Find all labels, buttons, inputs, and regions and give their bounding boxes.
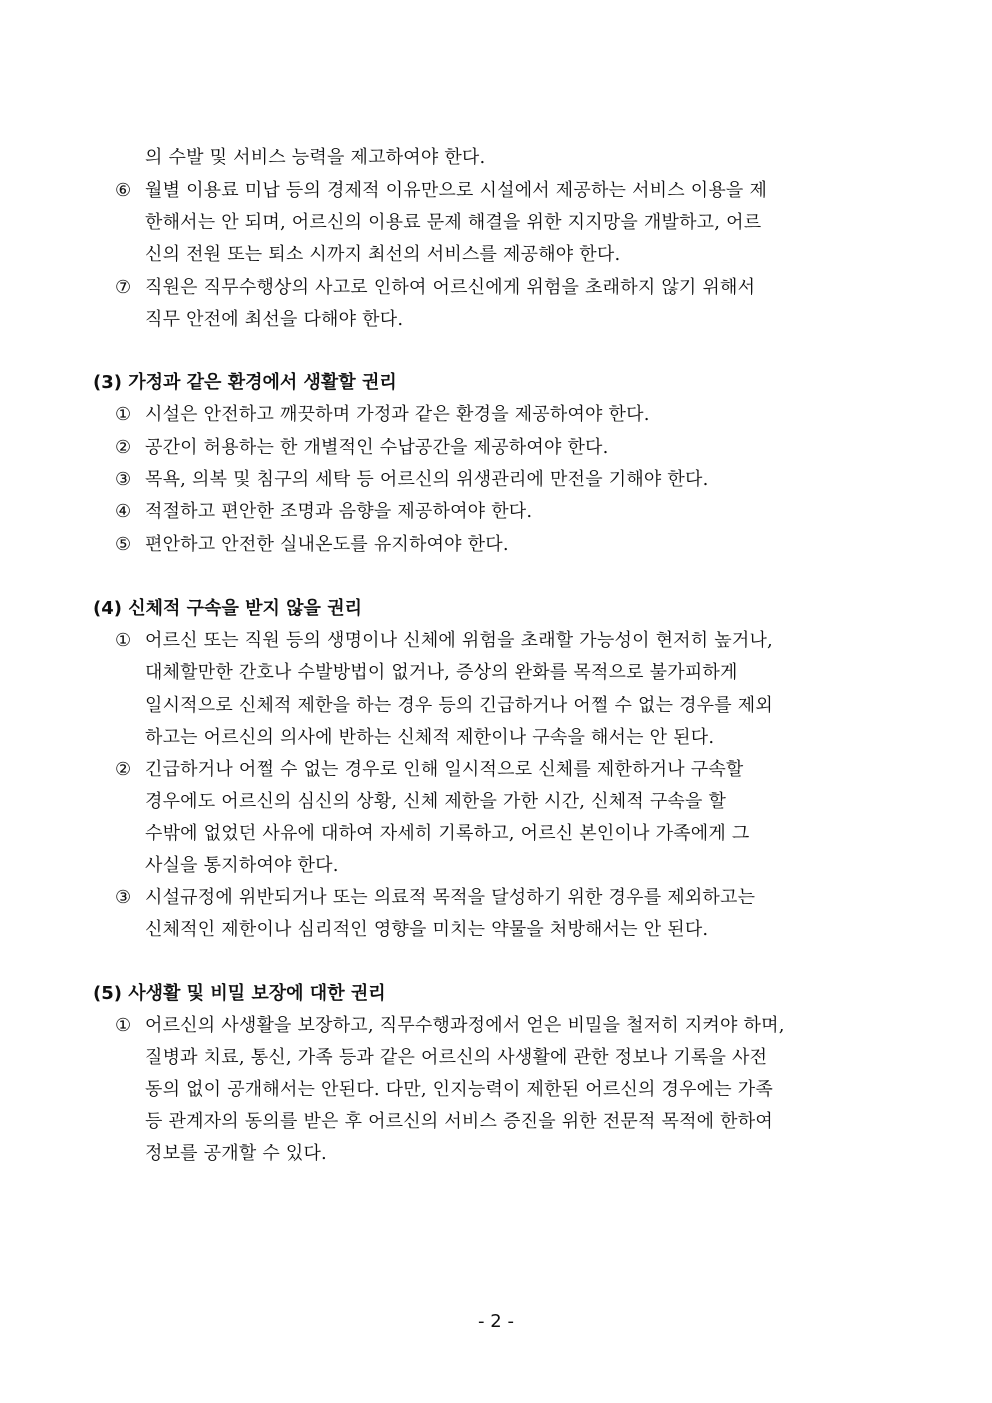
section-3-item-4: ④ 적절하고 편안한 조명과 음향을 제공하여야 한다. [115,501,533,522]
section-3-item-2: ② 공간이 허용하는 한 개별적인 수납공간을 제공하여야 한다. [115,437,609,458]
section-4-item-2-line-4: 사실을 통지하여야 한다. [145,855,339,876]
item-6-line-1: ⑥ 월별 이용료 미납 등의 경제적 이유만으로 시설에서 제공하는 서비스 이용을 제 [115,180,768,201]
section-5-item-1-line-5: 정보를 공개할 수 있다. [145,1143,327,1164]
section-3-item-5: ⑤ 편안하고 안전한 실내온도를 유지하여야 한다. [115,534,509,555]
item-7-line-1: ⑦ 직원은 직무수행상의 사고로 인하여 어르신에게 위험을 초래하지 않기 위해서 [115,277,756,298]
section-5-title: (5) 사생활 및 비밀 보장에 대한 권리 [93,983,386,1004]
item-7-marker: ⑦ [115,277,132,298]
section-4-item-3-line-1: ③ 시설규정에 위반되거나 또는 의료적 목적을 달성하기 위한 경우를 제외하고는 [115,887,756,908]
item-6-line-2: 한해서는 안 되며, 어르신의 이용료 문제 해결을 위한 지지망을 개발하고, 어르 [145,212,762,233]
section-4-title: (4) 신체적 구속을 받지 않을 권리 [93,598,362,619]
section-5-item-1-line-2: 질병과 치료, 통신, 가족 등과 같은 어르신의 사생활에 관한 정보나 기록을 사전 [145,1047,768,1068]
section-4-item-1-line-3: 일시적으로 신체적 제한을 하는 경우 등의 긴급하거나 어쩔 수 없는 경우를 제외 [145,695,773,716]
section-4-item-1-line-1: ① 어르신 또는 직원 등의 생명이나 신체에 위험을 초래할 가능성이 현저히 높거나, [115,630,773,651]
section-4-item-1-line-4: 하고는 어르신의 의사에 반하는 신체적 제한이나 구속을 해서는 안 된다. [145,727,715,748]
section-5-item-1-line-1: ① 어르신의 사생활을 보장하고, 직무수행과정에서 얻은 비밀을 철저히 지켜야 하며, [115,1015,785,1036]
section-4-item-2-line-3: 수밖에 없었던 사유에 대하여 자세히 기록하고, 어르신 본인이나 가족에게 그 [145,823,750,844]
item-6-line-3: 신의 전원 또는 퇴소 시까지 최선의 서비스를 제공해야 한다. [145,244,621,265]
item-6-marker: ⑥ [115,180,132,201]
section-3-title: (3) 가정과 같은 환경에서 생활할 권리 [93,372,397,393]
section-3-item-1: ① 시설은 안전하고 깨끗하며 가정과 같은 환경을 제공하여야 한다. [115,404,650,425]
section-4-item-2-line-2: 경우에도 어르신의 심신의 상황, 신체 제한을 가한 시간, 신체적 구속을 할 [145,791,727,812]
section-5-item-1-line-3: 동의 없이 공개해서는 안된다. 다만, 인지능력이 제한된 어르신의 경우에는 가족 [145,1079,773,1100]
continuation-line: 의 수발 및 서비스 능력을 제고하여야 한다. [145,147,486,168]
page-number: - 2 - [478,1311,514,1332]
section-4-item-3-line-2: 신체적인 제한이나 심리적인 영향을 미치는 약물을 처방해서는 안 된다. [145,919,709,940]
section-4-item-2-line-1: ② 긴급하거나 어쩔 수 없는 경우로 인해 일시적으로 신체를 제한하거나 구속할 [115,759,744,780]
section-5-item-1-line-4: 등 관계자의 동의를 받은 후 어르신의 서비스 증진을 위한 전문적 목적에 한하여 [145,1111,773,1132]
item-7-line-2: 직무 안전에 최선을 다해야 한다. [145,309,404,330]
section-3-item-3: ③ 목욕, 의복 및 침구의 세탁 등 어르신의 위생관리에 만전을 기해야 한다. [115,469,709,490]
section-4-item-1-line-2: 대체할만한 간호나 수발방법이 없거나, 증상의 완화를 목적으로 불가피하게 [145,662,738,683]
